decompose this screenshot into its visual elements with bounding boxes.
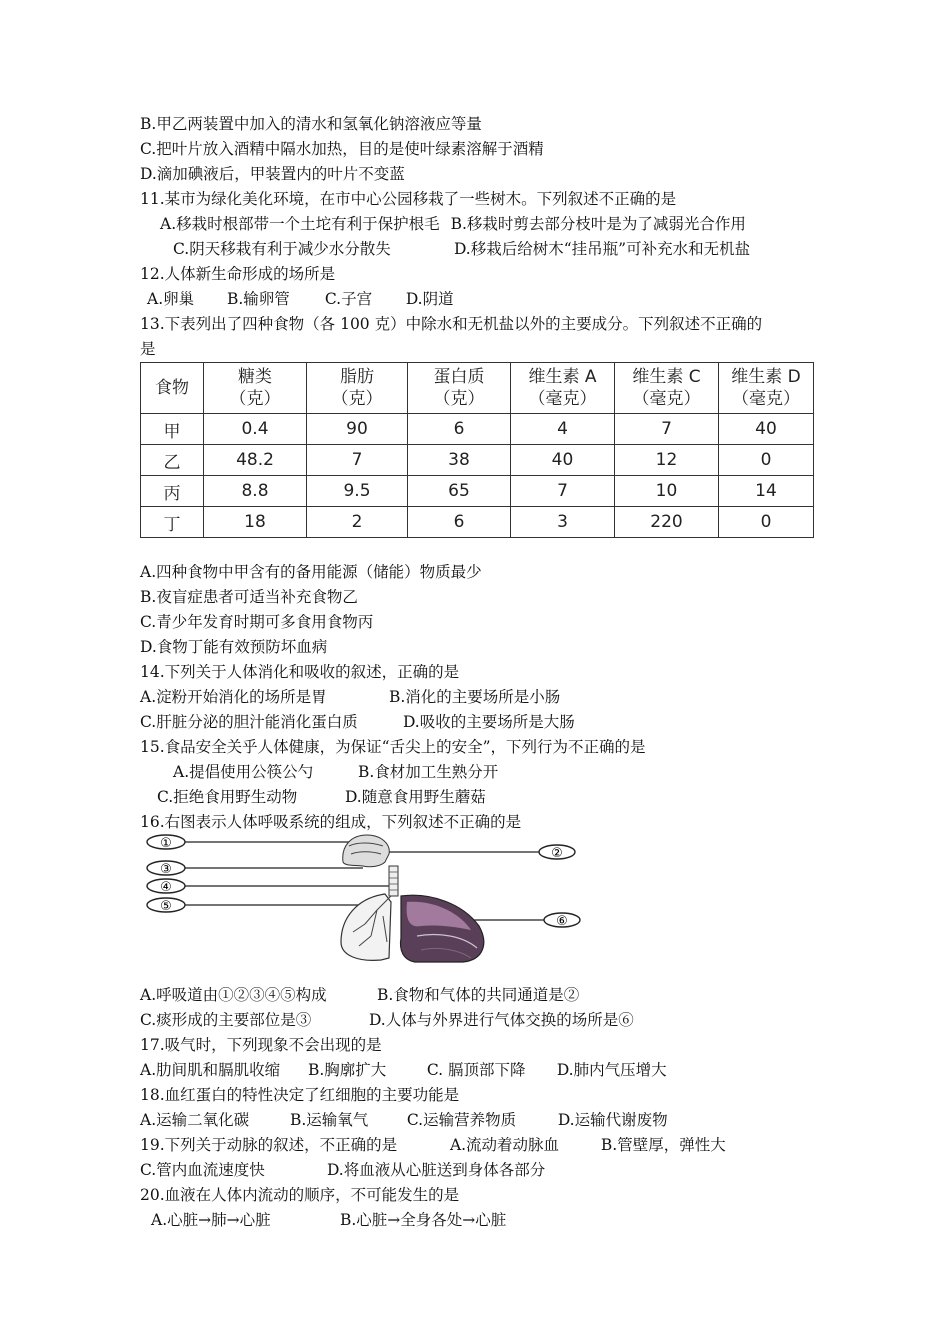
q16-options-ab	[140, 985, 579, 1005]
q19-option-c: C.管内血流速度快	[140, 1161, 265, 1179]
table-cell: 65	[408, 476, 511, 507]
table-row	[141, 507, 814, 538]
table-cell: 甲	[141, 414, 204, 445]
q16-options-cd	[140, 1010, 634, 1030]
table-cell: 0.4	[204, 414, 307, 445]
q20-option-b: B.心脏→全身各处→心脏	[339, 1211, 507, 1229]
table-cell: 14	[719, 476, 814, 507]
q18-option-d: D.运输代谢废物	[557, 1111, 668, 1129]
respiratory-system-diagram	[145, 832, 585, 964]
q14-stem: 14.下列关于人体消化和吸收的叙述，正确的是	[140, 663, 460, 681]
head-airway-illustration	[343, 835, 398, 896]
table-cell: 7	[307, 445, 408, 476]
table-row	[141, 445, 814, 476]
q15-option-c: C.拒绝食用野生动物	[157, 788, 298, 806]
q17-option-c: C. 膈顶部下降	[426, 1061, 526, 1079]
q11-options-cd	[173, 239, 750, 259]
table-cell: 48.2	[204, 445, 307, 476]
svg-text:④: ④	[160, 880, 172, 895]
q12-option-a: A.卵巢	[147, 290, 195, 308]
q20-option-a: A.心脏→肺→心脏	[151, 1211, 271, 1229]
q11-stem: 11.某市为绿化美化环境，在市中心公园移栽了一些树木。下列叙述不正确的是	[140, 190, 677, 208]
q14-option-b: B.消化的主要场所是小肠	[388, 688, 561, 706]
q19-stem: 19.下列关于动脉的叙述，不正确的是	[140, 1136, 398, 1154]
q10-option-c: C.把叶片放入酒精中隔水加热，目的是使叶绿素溶解于酒精	[140, 140, 544, 158]
table-cell: 8.8	[204, 476, 307, 507]
header-vitamin-a: 维生素 A （毫克）	[511, 363, 615, 414]
q13-stem-cont: 是	[140, 340, 156, 358]
q17-options	[140, 1060, 667, 1080]
q10-option-d: D.滴加碘液后，甲装置内的叶片不变蓝	[140, 165, 405, 183]
q14-option-d: D.吸收的主要场所是大肠	[402, 713, 575, 731]
header-fat: 脂肪 （克）	[307, 363, 408, 414]
q12-option-d: D.阴道	[405, 290, 454, 308]
table-cell: 0	[719, 445, 814, 476]
q18-options	[140, 1110, 668, 1130]
table-row	[141, 414, 814, 445]
q16-option-b: B.食物和气体的共同通道是②	[376, 986, 580, 1004]
q12-option-c: C.子宫	[324, 290, 373, 308]
q18-option-b: B.运输氧气	[289, 1111, 369, 1129]
label-2	[539, 845, 575, 861]
q17-option-d: D.肺内气压增大	[556, 1061, 667, 1079]
table-cell: 40	[511, 445, 615, 476]
table-cell: 40	[719, 414, 814, 445]
table-cell: 0	[719, 507, 814, 538]
q18-option-c: C.运输营养物质	[406, 1111, 517, 1129]
q14-options-cd	[140, 712, 575, 732]
table-cell: 丙	[141, 476, 204, 507]
q13-option-b: B.夜盲症患者可适当补充食物乙	[140, 588, 358, 606]
q11-options-ab	[160, 214, 746, 234]
q17-option-a: A.肋间肌和膈肌收缩	[140, 1061, 281, 1079]
header-vitamin-d: 维生素 D （毫克）	[719, 363, 814, 414]
label-3	[147, 861, 185, 877]
table-cell: 6	[408, 414, 511, 445]
svg-text:②: ②	[551, 846, 563, 861]
q12-options	[147, 289, 454, 309]
table-cell: 7	[511, 476, 615, 507]
svg-text:③: ③	[160, 862, 172, 877]
q13-option-c: C.青少年发育时期可多食用食物丙	[140, 613, 374, 631]
svg-text:①: ①	[160, 836, 172, 851]
q14-option-a: A.淀粉开始消化的场所是胃	[140, 688, 327, 706]
q18-stem: 18.血红蛋白的特性决定了红细胞的主要功能是	[140, 1086, 460, 1104]
table-cell: 3	[511, 507, 615, 538]
header-protein: 蛋白质 （克）	[408, 363, 511, 414]
q12-stem: 12.人体新生命形成的场所是	[140, 265, 336, 283]
q11-option-a: A.移栽时根部带一个土坨有利于保护根毛	[160, 215, 440, 233]
label-4	[147, 879, 185, 895]
q11-option-d: D.移栽后给树木“挂吊瓶”可补充水和无机盐	[453, 240, 751, 258]
q13-option-d: D.食物丁能有效预防坏血病	[140, 638, 328, 656]
table-row	[141, 476, 814, 507]
q20-options-ab	[151, 1210, 506, 1230]
header-food: 食物	[141, 363, 204, 414]
table-cell: 18	[204, 507, 307, 538]
q16-option-a: A.呼吸道由①②③④⑤构成	[140, 986, 327, 1004]
q16-stem: 16.右图表示人体呼吸系统的组成，下列叙述不正确的是	[140, 813, 522, 831]
svg-text:⑤: ⑤	[160, 899, 172, 914]
q12-option-b: B.输卵管	[226, 290, 290, 308]
table-cell: 90	[307, 414, 408, 445]
q15-options-ab	[173, 762, 498, 782]
q20-stem: 20.血液在人体内流动的顺序，不可能发生的是	[140, 1186, 460, 1204]
q14-option-c: C.肝脏分泌的胆汁能消化蛋白质	[140, 713, 358, 731]
q13-stem: 13.下表列出了四种食物（各 100 克）中除水和无机盐以外的主要成分。下列叙述不正确的	[140, 315, 763, 333]
q15-options-cd	[157, 787, 486, 807]
q14-options-ab	[140, 687, 560, 707]
right-lung-illustration	[401, 895, 484, 962]
q17-stem: 17.吸气时，下列现象不会出现的是	[140, 1036, 382, 1054]
q17-option-b: B.胸廓扩大	[307, 1061, 387, 1079]
food-nutrient-table	[140, 362, 814, 538]
q19-option-a: A.流动着动脉血	[449, 1136, 560, 1154]
q11-option-b: B.移栽时剪去部分枝叶是为了减弱光合作用	[450, 215, 746, 233]
label-6	[544, 913, 580, 929]
header-carbs: 糖类 （克）	[204, 363, 307, 414]
q15-stem: 15.食品安全关乎人体健康，为保证“舌尖上的安全”，下列行为不正确的是	[140, 738, 646, 756]
left-lung-illustration	[341, 894, 391, 960]
q10-option-b: B.甲乙两装置中加入的清水和氢氧化钠溶液应等量	[140, 115, 482, 133]
table-cell: 丁	[141, 507, 204, 538]
table-cell: 乙	[141, 445, 204, 476]
q15-option-a: A.提倡使用公筷公勺	[173, 763, 314, 781]
label-1	[147, 835, 185, 851]
table-cell: 4	[511, 414, 615, 445]
q18-option-a: A.运输二氧化碳	[140, 1111, 250, 1129]
header-vitamin-c: 维生素 C （毫克）	[615, 363, 719, 414]
q13-option-a: A.四种食物中甲含有的备用能源（储能）物质最少	[140, 563, 482, 581]
q16-option-d: D.人体与外界进行气体交换的场所是⑥	[368, 1011, 634, 1029]
q15-option-b: B.食材加工生熟分开	[357, 763, 499, 781]
table-header-row	[141, 363, 814, 414]
table-cell: 12	[615, 445, 719, 476]
svg-text:⑥: ⑥	[556, 914, 568, 929]
q19-stem-line	[140, 1135, 726, 1155]
q16-option-c: C.痰形成的主要部位是③	[140, 1011, 312, 1029]
q11-option-c: C.阴天移栽有利于减少水分散失	[173, 240, 391, 258]
table-cell: 9.5	[307, 476, 408, 507]
table-cell: 2	[307, 507, 408, 538]
label-5	[147, 898, 185, 914]
table-cell: 220	[615, 507, 719, 538]
q15-option-d: D.随意食用野生蘑菇	[344, 788, 486, 806]
q19-option-d: D.将血液从心脏送到身体各部分	[326, 1161, 546, 1179]
table-cell: 7	[615, 414, 719, 445]
table-cell: 10	[615, 476, 719, 507]
q19-options-cd	[140, 1160, 545, 1180]
table-cell: 6	[408, 507, 511, 538]
q19-option-b: B.管壁厚，弹性大	[600, 1136, 726, 1154]
table-cell: 38	[408, 445, 511, 476]
